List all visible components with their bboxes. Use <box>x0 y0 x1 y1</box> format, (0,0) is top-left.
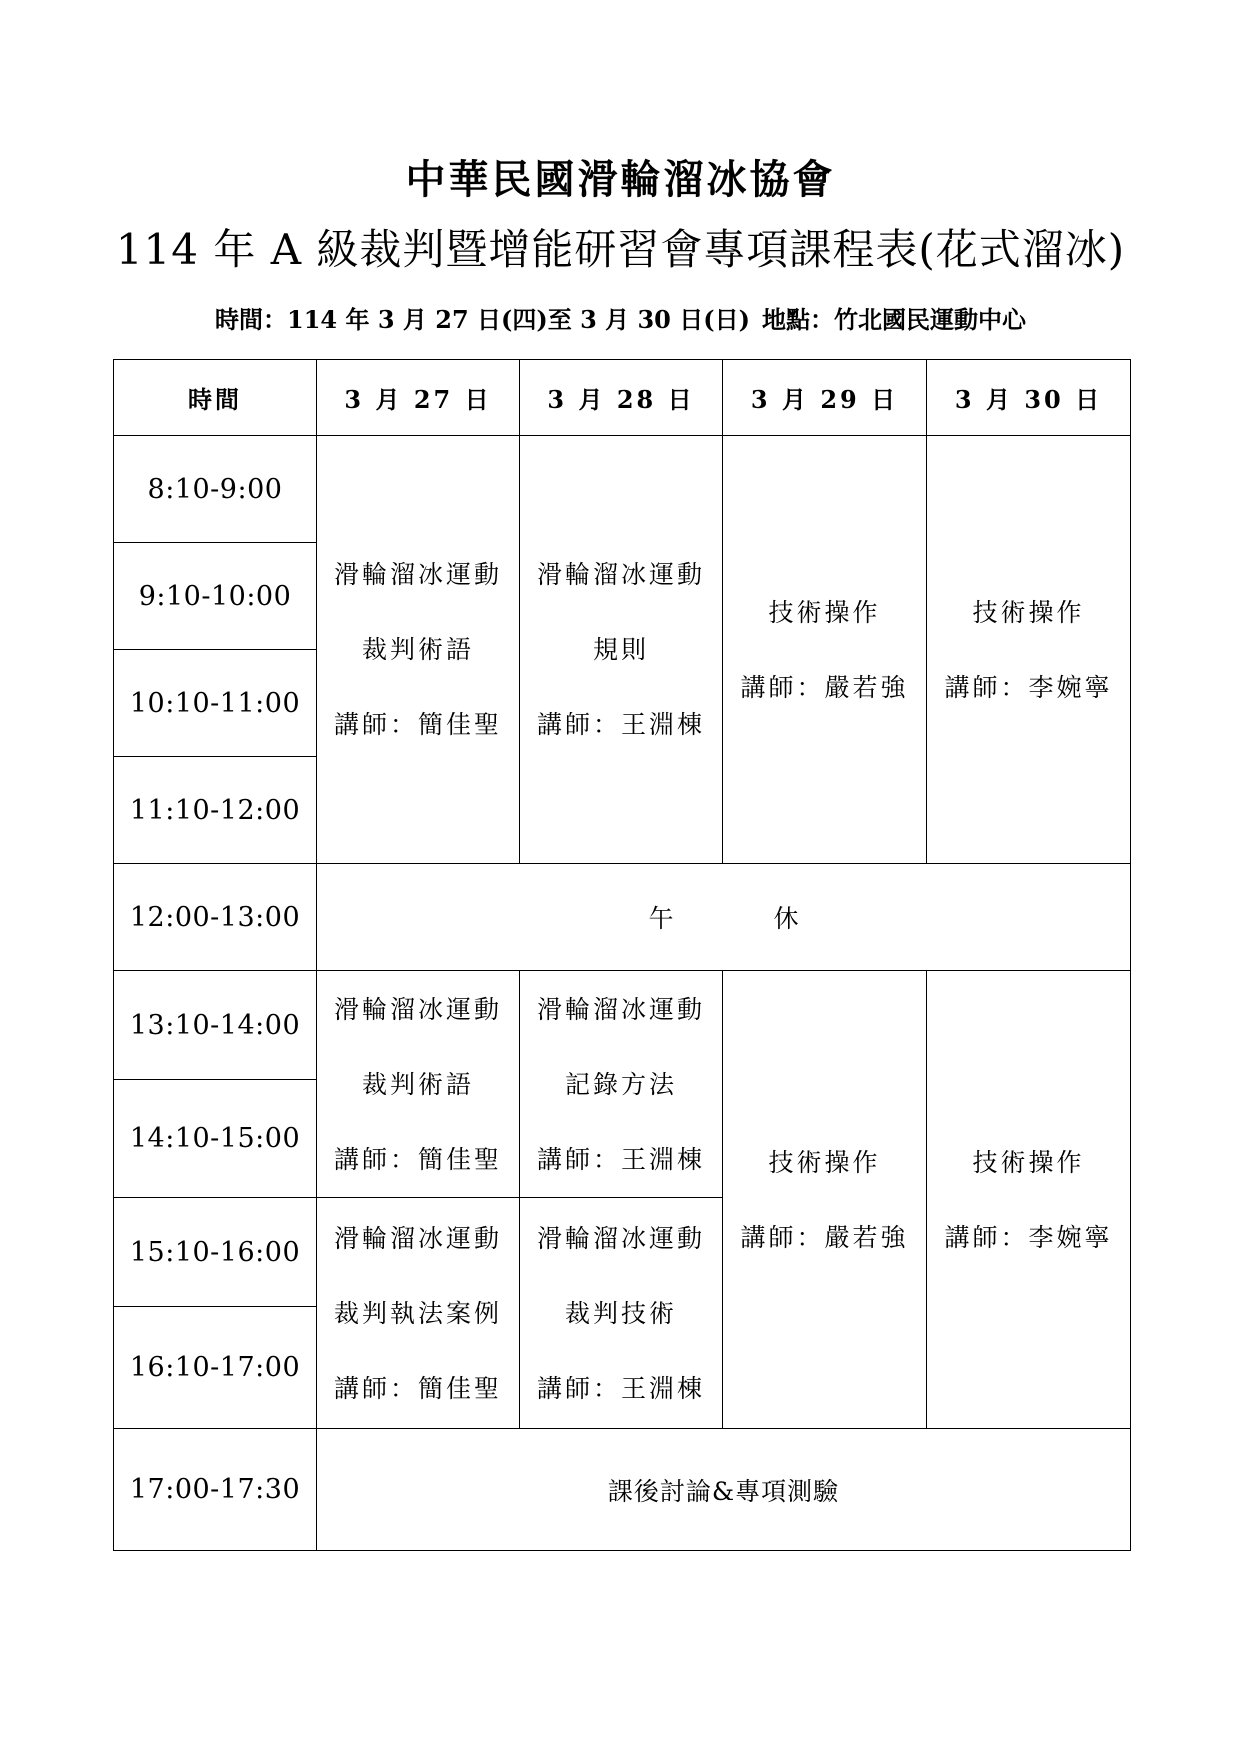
column-header-time: 時間 <box>114 360 317 436</box>
time-slot: 9:10-10:00 <box>114 543 317 650</box>
time-slot: 15:10-16:00 <box>114 1198 317 1307</box>
final-session: 課後討論&專項測驗 <box>317 1429 1131 1551</box>
schedule-table <box>113 359 1131 1551</box>
session-line: 裁判執法案例 <box>333 1298 502 1328</box>
time-slot: 8:10-9:00 <box>114 436 317 543</box>
session-cell <box>520 1198 723 1429</box>
session-line: 記錄方法 <box>564 1069 677 1099</box>
session-line: 裁判術語 <box>361 1069 474 1099</box>
session-cell <box>520 971 723 1198</box>
session-cell <box>520 436 723 864</box>
session-line: 講師：嚴若強 <box>740 1222 909 1252</box>
header-row <box>114 360 1131 436</box>
session-line: 滑輪溜冰運動 <box>536 994 705 1024</box>
session-line: 裁判術語 <box>361 635 474 664</box>
time-slot: 14:10-15:00 <box>114 1080 317 1198</box>
session-line: 規則 <box>592 635 649 664</box>
time-slot: 17:00-17:30 <box>114 1429 317 1551</box>
session-cell <box>723 436 927 864</box>
lunch-label: 午 <box>648 904 674 933</box>
session-line: 講師：李婉寧 <box>944 672 1113 702</box>
session-line: 滑輪溜冰運動 <box>333 1223 502 1253</box>
session-line: 技術操作 <box>768 1147 881 1177</box>
schedule-info <box>0 300 1241 340</box>
session-line: 滑輪溜冰運動 <box>536 560 705 589</box>
session-line: 技術操作 <box>972 1147 1085 1177</box>
session-cell <box>317 1198 520 1429</box>
session-cell <box>927 971 1131 1429</box>
column-header-day: 3 月 30 日 <box>927 360 1131 436</box>
final-row <box>114 1429 1131 1551</box>
session-line: 講師：王淵棟 <box>536 1144 705 1174</box>
session-cell <box>317 436 520 864</box>
time-slot: 16:10-17:00 <box>114 1307 317 1429</box>
org-title: 中華民國滑輪溜冰協會 <box>405 156 836 203</box>
column-header-day: 3 月 27 日 <box>317 360 520 436</box>
time-slot: 12:00-13:00 <box>114 864 317 971</box>
time-info: 時間：114 年 3 月 27 日(四)至 3 月 30 日(日) <box>215 305 750 334</box>
table-row <box>114 971 1131 1080</box>
session-line: 技術操作 <box>768 597 881 627</box>
session-cell <box>927 436 1131 864</box>
course-title: 114 年 A 級裁判暨增能研習會專項課程表(花式溜冰) <box>115 225 1126 274</box>
table-row <box>114 436 1131 543</box>
lunch-break <box>317 864 1131 971</box>
time-slot: 10:10-11:00 <box>114 650 317 757</box>
session-line: 講師：簡佳聖 <box>333 1144 502 1174</box>
session-line: 講師：王淵棟 <box>536 710 705 739</box>
session-cell <box>723 971 927 1429</box>
time-slot: 13:10-14:00 <box>114 971 317 1080</box>
lunch-label: 休 <box>773 904 799 933</box>
session-line: 滑輪溜冰運動 <box>536 1223 705 1253</box>
session-line: 滑輪溜冰運動 <box>333 994 502 1024</box>
column-header-day: 3 月 28 日 <box>520 360 723 436</box>
session-line: 裁判技術 <box>564 1298 677 1328</box>
time-slot: 11:10-12:00 <box>114 757 317 864</box>
session-line: 講師：李婉寧 <box>944 1222 1113 1252</box>
session-line: 講師：簡佳聖 <box>333 710 502 739</box>
column-header-day: 3 月 29 日 <box>723 360 927 436</box>
session-line: 技術操作 <box>972 597 1085 627</box>
session-line: 講師：簡佳聖 <box>333 1373 502 1403</box>
session-line: 講師：嚴若強 <box>740 672 909 702</box>
session-line: 講師：王淵棟 <box>536 1373 705 1403</box>
session-line: 滑輪溜冰運動 <box>333 560 502 589</box>
session-cell <box>317 971 520 1198</box>
location-info: 地點：竹北國民運動中心 <box>761 305 1026 334</box>
lunch-row <box>114 864 1131 971</box>
